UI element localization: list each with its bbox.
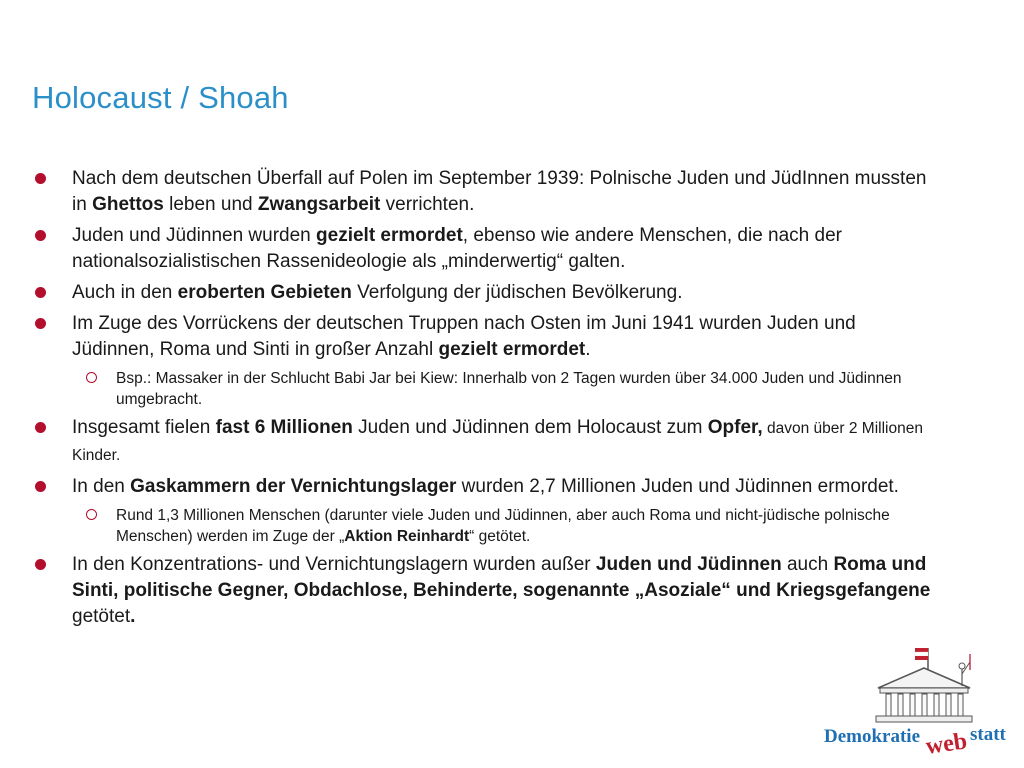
bullet-dot-icon xyxy=(35,422,46,433)
logo-text-left: Demokratie xyxy=(824,726,921,747)
bullet-dot-icon xyxy=(35,318,46,329)
bullet-item xyxy=(34,552,934,630)
bullet-text-bold: . xyxy=(130,606,136,627)
bullet-text: , ebenso wie andere Menschen, die nach der nationalsozialistischen Rassenideologie als „minderwertig“ galten. xyxy=(72,225,842,272)
bullet-text-bold: Ghettos xyxy=(92,194,164,215)
bullet-text-bold: fast 6 Millionen xyxy=(215,417,353,438)
bullet-text: In den xyxy=(72,476,131,497)
bullet-text: davon über 2 Millionen Kinder. xyxy=(72,420,923,464)
bullet-text: In den Konzentrations- und Vernichtungslagern wurden außer xyxy=(72,554,596,575)
bullet-item xyxy=(34,474,934,500)
bullet-item xyxy=(34,311,934,363)
slide-title: Holocaust / Shoah xyxy=(32,80,289,115)
bullet-text-bold: eroberten Gebieten xyxy=(177,282,352,303)
bullet-text: leben und xyxy=(163,194,258,215)
bullet-text: Juden und Jüdinnen dem Holocaust zum xyxy=(352,417,708,438)
bullet-text: Im Zuge des Vorrückens der deutschen Truppen nach Osten im Juni 1941 wurden Juden und Jüdinnen, Roma und Sinti in großer Anzahl xyxy=(72,313,856,360)
logo-text-right: statt xyxy=(970,724,1006,745)
bullet-text-bold: Zwangsarbeit xyxy=(257,194,381,215)
bullet-text: Juden und Jüdinnen wurden xyxy=(72,225,317,246)
bullet-item xyxy=(34,280,934,306)
bullet-text: Auch in den xyxy=(72,282,178,303)
bullet-list xyxy=(34,166,934,635)
bullet-text: “ getötet. xyxy=(469,528,531,545)
bullet-text-bold: Juden und Jüdinnen xyxy=(595,554,782,575)
bullet-circle-icon xyxy=(86,372,97,383)
sub-bullet-item xyxy=(34,368,934,410)
bullet-dot-icon xyxy=(35,481,46,492)
bullet-text: auch xyxy=(781,554,834,575)
bullet-text: Rund 1,3 Millionen Menschen (darunter viele Juden und Jüdinnen, aber auch Roma und nicht-jüdische polnische Menschen) werden im Zuge der „ xyxy=(116,507,890,545)
demokratiewebstatt-logo xyxy=(820,640,1016,762)
bullet-text-bold: gezielt ermordet xyxy=(316,225,463,246)
bullet-circle-icon xyxy=(86,509,97,520)
bullet-dot-icon xyxy=(35,559,46,570)
bullet-text: verrichten. xyxy=(380,194,475,215)
bullet-item xyxy=(34,415,934,469)
bullet-dot-icon xyxy=(35,287,46,298)
bullet-dot-icon xyxy=(35,230,46,241)
bullet-text: Nach dem deutschen Überfall auf Polen im September 1939: Polnische Juden und JüdInnen mussten in xyxy=(72,168,927,215)
bullet-text: . xyxy=(585,339,591,360)
bullet-item xyxy=(34,166,934,218)
bullet-item xyxy=(34,223,934,275)
bullet-text-bold: Gaskammern der Vernichtungslager xyxy=(130,476,457,497)
bullet-text-bold: gezielt ermordet xyxy=(438,339,586,360)
bullet-text: Verfolgung der jüdischen Bevölkerung. xyxy=(351,282,683,303)
bullet-text: Bsp.: Massaker in der Schlucht Babi Jar bei Kiew: Innerhalb von 2 Tagen wurden über 34.000 Juden und Jüdinnen umgebracht. xyxy=(116,370,902,408)
bullet-dot-icon xyxy=(35,173,46,184)
bullet-text: getötet xyxy=(72,606,131,627)
bullet-text-bold: Roma und Sinti, politische Gegner, Obdachlose, Behinderte, sogenannte „Asoziale“ und Kriegsgefangene xyxy=(72,554,931,601)
logo-text-mid: web xyxy=(924,728,969,760)
bullet-text-bold: Aktion Reinhardt xyxy=(344,528,470,545)
bullet-text: wurden 2,7 Millionen Juden und Jüdinnen ermordet. xyxy=(456,476,899,497)
sub-bullet-item xyxy=(34,505,934,547)
bullet-text: Insgesamt fielen xyxy=(72,417,216,438)
bullet-text-bold: Opfer, xyxy=(707,417,763,438)
